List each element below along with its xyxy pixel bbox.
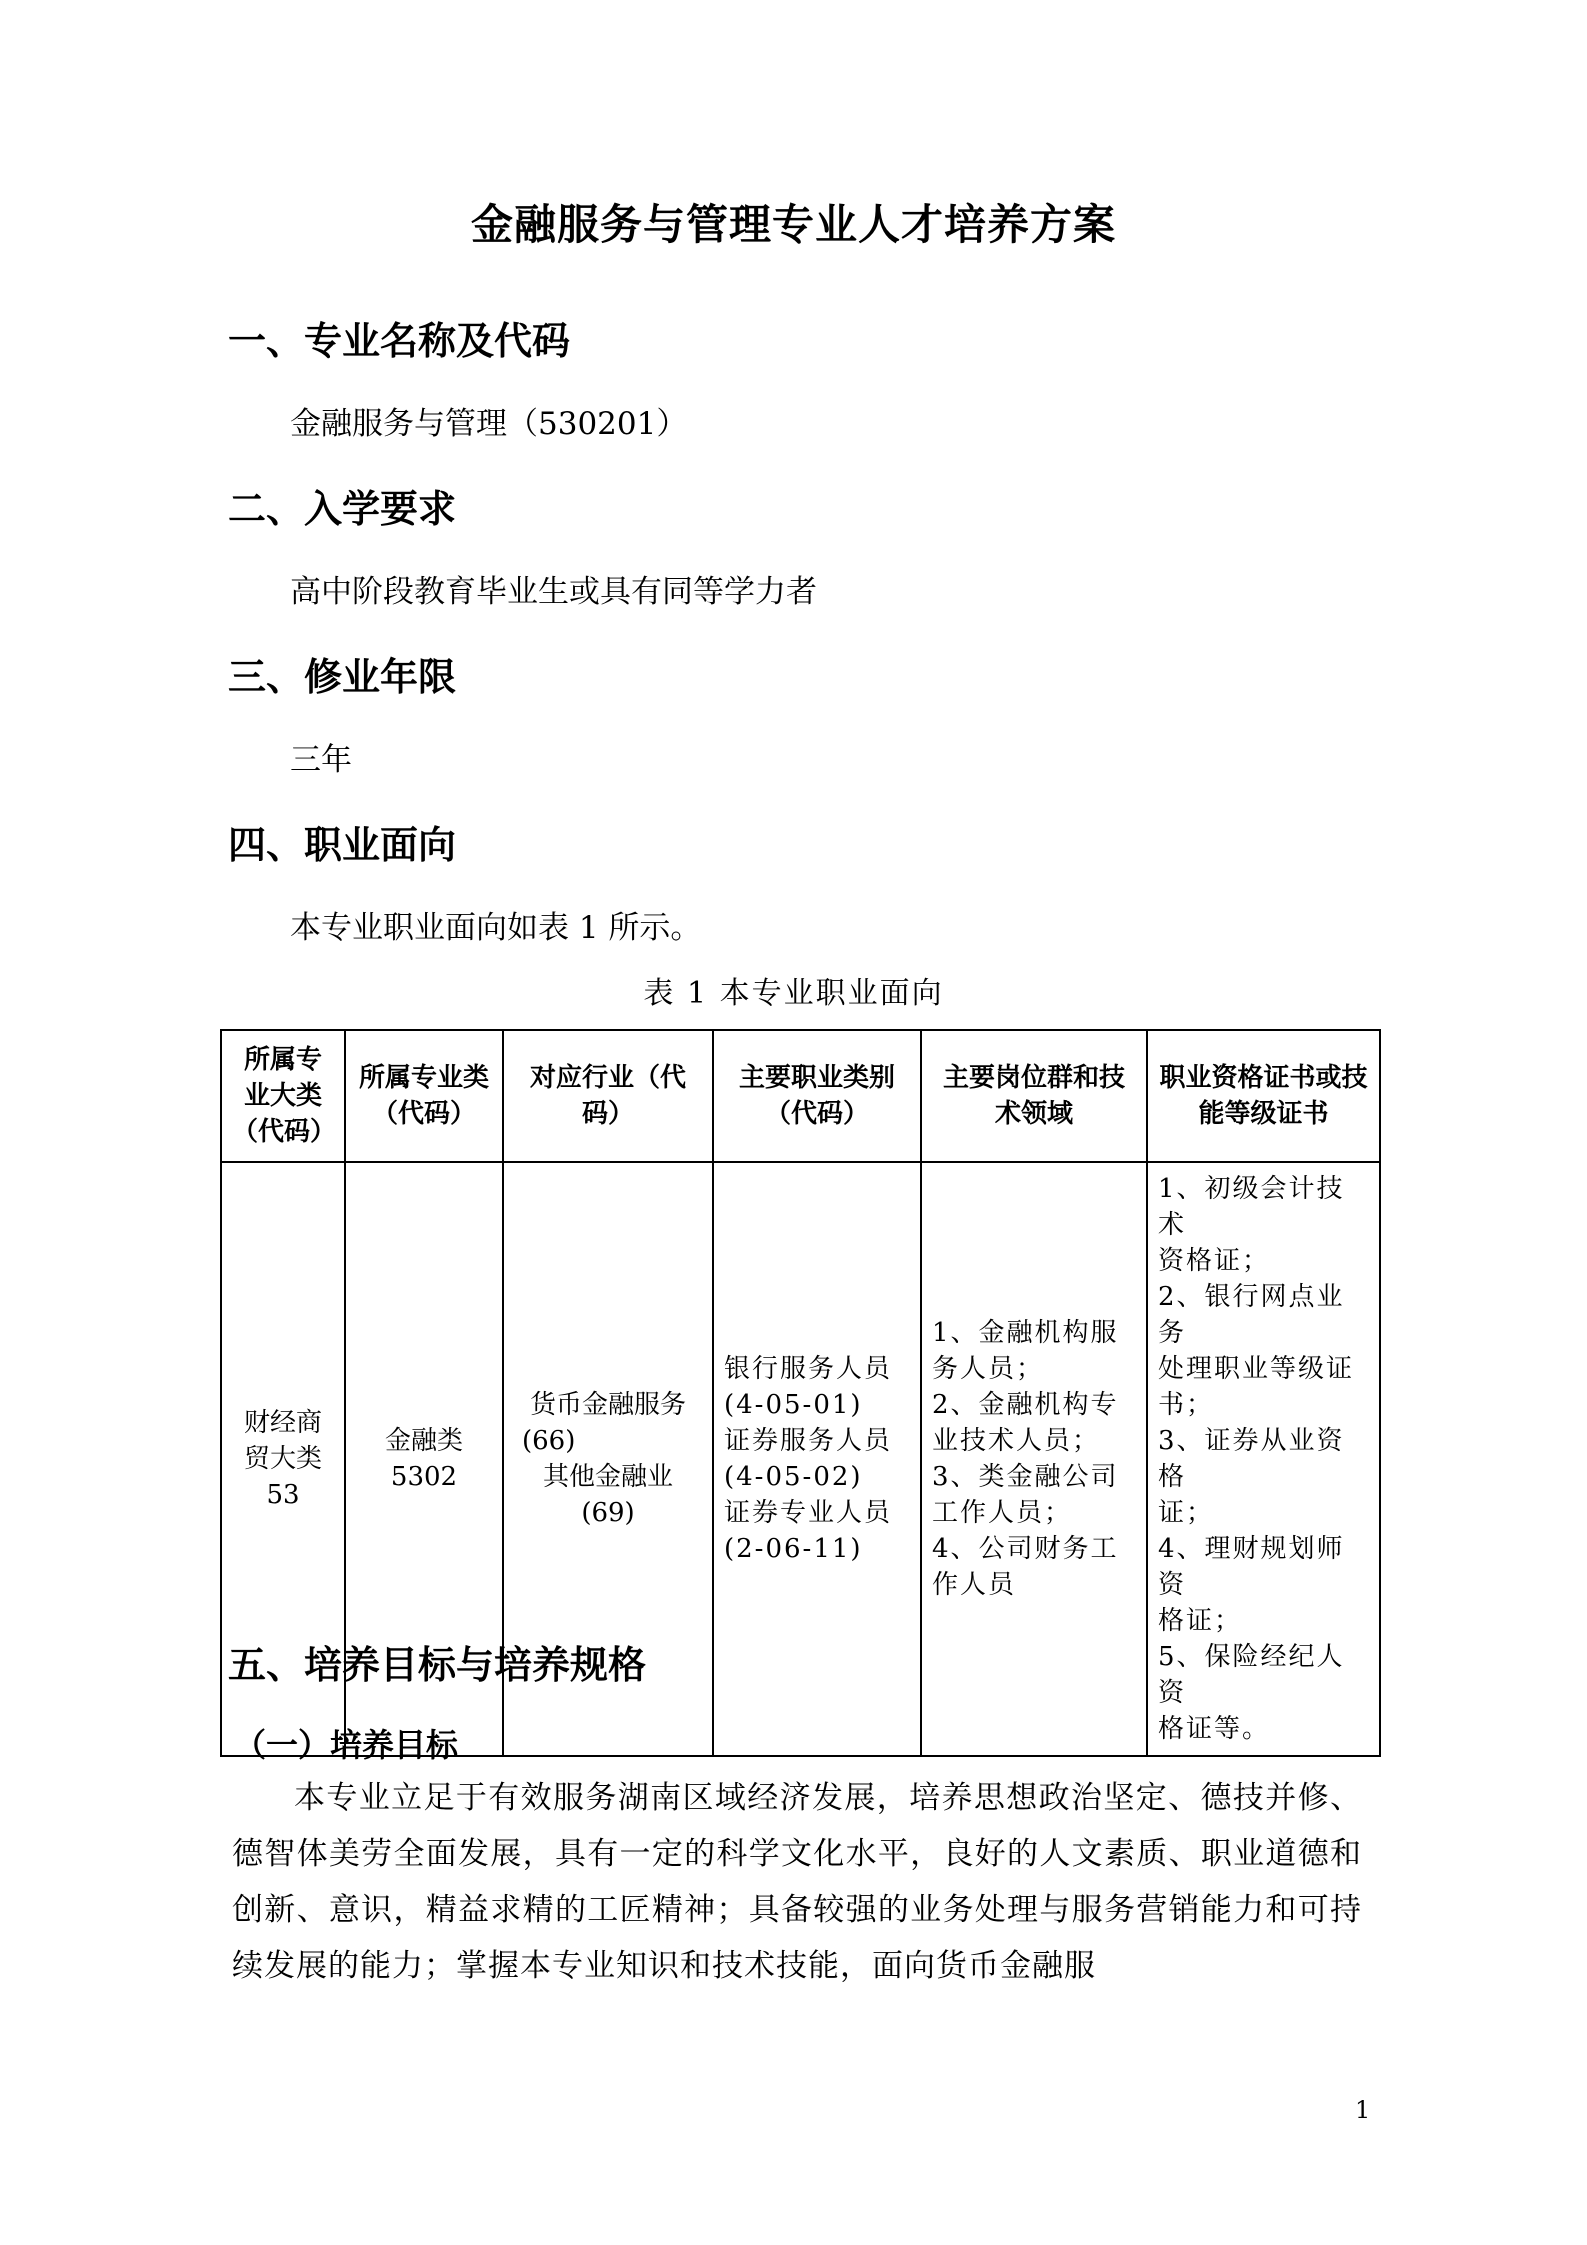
page-number: 1 — [1355, 2096, 1371, 2124]
header-occupation-category: 主要职业类别（代码） — [713, 1030, 921, 1162]
cell-job-groups: 1、金融机构服 务人员； 2、金融机构专 业技术人员； 3、类金融公司 工作人员； 4、公司财务工 作人员 — [921, 1162, 1147, 1756]
cell-industry: 货币金融服务 (66) 其他金融业 (69) — [503, 1162, 713, 1756]
training-goal-paragraph: 本专业立足于有效服务湖南区域经济发展，培养思想政治坚定、德技并修、德智体美劳全面发展，具有一定的科学文化水平，良好的人文素质、职业道德和创新、意识，精益求精的工匠精神；具备较强的业务处理与服务营销能力和可持续发展的能力；掌握本专业知识和技术技能，面向货币金融服 — [232, 1780, 1362, 1984]
cell-occupation-category: 银行服务人员 (4-05-01) 证券服务人员 (4-05-02) 证券专业人员 (2-06-11) — [713, 1162, 921, 1756]
section-text-2: 高中阶段教育毕业生或具有同等学力者 — [290, 574, 817, 610]
header-job-groups: 主要岗位群和技术领域 — [921, 1030, 1147, 1162]
section-text-3: 三年 — [290, 742, 352, 778]
section-text-1: 金融服务与管理（530201） — [290, 406, 688, 442]
table-header-row — [221, 1030, 1380, 1162]
header-major-category: 所属专业大类（代码） — [221, 1030, 345, 1162]
header-industry: 对应行业（代码） — [503, 1030, 713, 1162]
section-heading-1: 一、专业名称及代码 — [228, 319, 571, 363]
cell-major-category: 财经商 贸大类 53 — [221, 1162, 345, 1756]
table-caption: 表 1 本专业职业面向 — [643, 976, 944, 1011]
section-heading-3: 三、修业年限 — [228, 655, 457, 699]
section-heading-2: 二、入学要求 — [228, 487, 457, 531]
section-text-4: 本专业职业面向如表 1 所示。 — [290, 910, 702, 946]
sub-heading-training-goal: （一）培养目标 — [234, 1726, 459, 1764]
cell-certificates: 1、初级会计技术 资格证； 2、银行网点业务 处理职业等级证 书； 3、证券从业资格 证； 4、理财规划师资 格证； 5、保险经纪人资 格证等。 — [1147, 1162, 1380, 1756]
cell-major-class: 金融类 5302 — [345, 1162, 503, 1756]
header-certificates: 职业资格证书或技能等级证书 — [1147, 1030, 1380, 1162]
document-title: 金融服务与管理专业人才培养方案 — [470, 200, 1116, 249]
section-heading-5: 五、培养目标与培养规格 — [228, 1643, 647, 1687]
header-major-class: 所属专业类（代码） — [345, 1030, 503, 1162]
section-heading-4: 四、职业面向 — [228, 823, 457, 867]
